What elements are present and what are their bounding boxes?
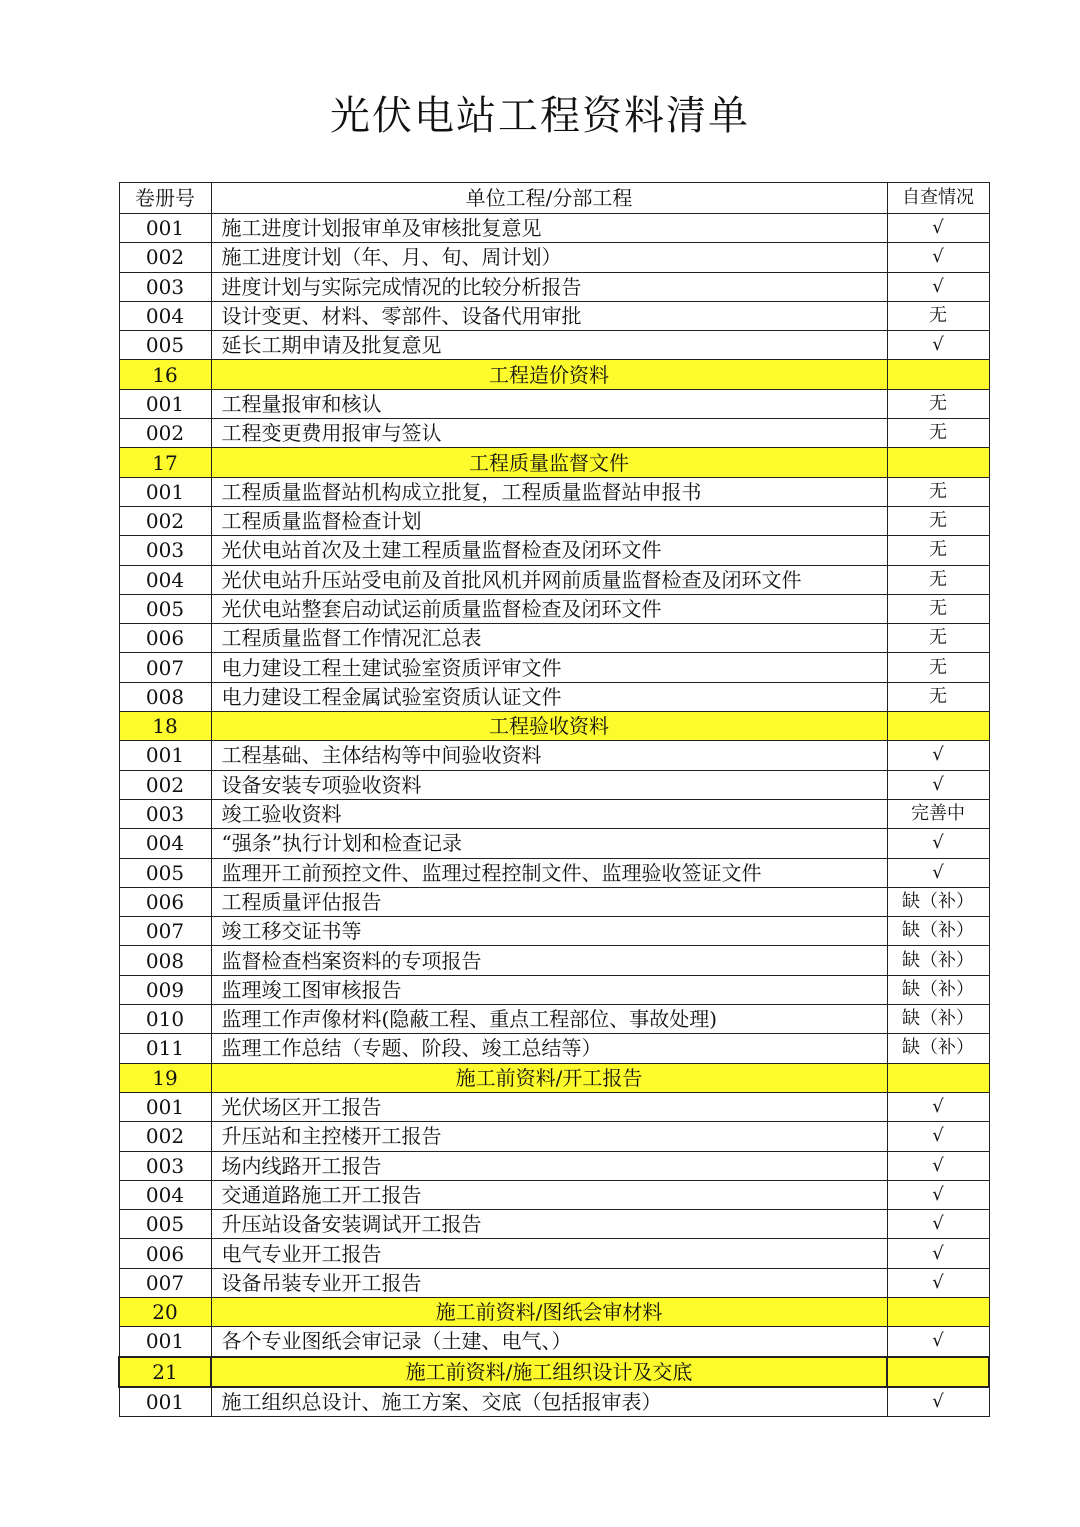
status-cell: √ — [887, 1239, 989, 1268]
table-row — [119, 741, 989, 770]
section-header-row — [119, 1063, 989, 1092]
item-name-cell: 电力建设工程土建试验室资质评审文件 — [211, 653, 887, 682]
section-header-row — [119, 1357, 989, 1387]
table-row — [119, 477, 989, 506]
status-cell: √ — [887, 829, 989, 858]
volume-number-cell: 001 — [119, 389, 211, 418]
volume-number-cell: 002 — [119, 419, 211, 448]
volume-number-cell: 007 — [119, 917, 211, 946]
section-title-cell: 工程造价资料 — [211, 360, 887, 389]
volume-number-cell: 17 — [119, 448, 211, 477]
status-cell: 缺（补） — [887, 975, 989, 1004]
volume-number-cell: 011 — [119, 1034, 211, 1063]
table-row — [119, 829, 989, 858]
table-row — [119, 624, 989, 653]
section-title-cell: 施工前资料/施工组织设计及交底 — [211, 1357, 887, 1387]
item-name-cell: 电气专业开工报告 — [211, 1239, 887, 1268]
volume-number-cell: 001 — [119, 214, 211, 243]
volume-number-cell: 008 — [119, 682, 211, 711]
volume-number-cell: 006 — [119, 1239, 211, 1268]
table-row — [119, 243, 989, 272]
item-name-cell: 工程基础、主体结构等中间验收资料 — [211, 741, 887, 770]
table-row — [119, 272, 989, 301]
volume-number-cell: 004 — [119, 301, 211, 330]
table-row — [119, 1005, 989, 1034]
volume-number-cell: 005 — [119, 331, 211, 360]
table-row — [119, 1151, 989, 1180]
table-row — [119, 1239, 989, 1268]
table-row — [119, 770, 989, 799]
item-name-cell: 光伏场区开工报告 — [211, 1092, 887, 1121]
table-row — [119, 858, 989, 887]
volume-number-cell: 004 — [119, 1180, 211, 1209]
item-name-cell: 施工进度计划报审单及审核批复意见 — [211, 214, 887, 243]
volume-number-cell: 005 — [119, 858, 211, 887]
table-row — [119, 1268, 989, 1297]
volume-number-cell: 006 — [119, 624, 211, 653]
section-title-cell: 工程质量监督文件 — [211, 448, 887, 477]
status-cell: √ — [887, 1151, 989, 1180]
table-row — [119, 1092, 989, 1121]
item-name-cell: 工程量报审和核认 — [211, 389, 887, 418]
item-name-cell: 设计变更、材料、零部件、设备代用审批 — [211, 301, 887, 330]
status-cell: 无 — [887, 301, 989, 330]
volume-number-cell: 001 — [119, 477, 211, 506]
page-title: 光伏电站工程资料清单 — [330, 93, 750, 139]
volume-number-cell: 002 — [119, 1122, 211, 1151]
status-cell: √ — [887, 272, 989, 301]
item-name-cell: 各个专业图纸会审记录（土建、电气、） — [211, 1327, 887, 1357]
status-cell: 无 — [887, 565, 989, 594]
table-row — [119, 653, 989, 682]
table-row — [119, 1122, 989, 1151]
status-cell: √ — [887, 1092, 989, 1121]
status-cell: 无 — [887, 594, 989, 623]
volume-number-cell: 002 — [119, 506, 211, 535]
section-title-cell: 施工前资料/开工报告 — [211, 1063, 887, 1092]
volume-number-cell: 001 — [119, 1092, 211, 1121]
section-header-row — [119, 1297, 989, 1326]
item-name-cell: 设备吊装专业开工报告 — [211, 1268, 887, 1297]
volume-number-cell: 009 — [119, 975, 211, 1004]
status-cell: √ — [887, 1210, 989, 1239]
table-row — [119, 1180, 989, 1209]
volume-number-cell: 008 — [119, 946, 211, 975]
volume-number-cell: 19 — [119, 1063, 211, 1092]
column-header-volume: 卷册号 — [119, 183, 211, 214]
column-header-item: 单位工程/分部工程 — [211, 183, 887, 214]
status-cell: √ — [887, 741, 989, 770]
table-header-row — [119, 183, 989, 214]
status-cell: 缺（补） — [887, 1005, 989, 1034]
item-name-cell: 进度计划与实际完成情况的比较分析报告 — [211, 272, 887, 301]
table-row — [119, 594, 989, 623]
item-name-cell: 光伏电站整套启动试运前质量监督检查及闭环文件 — [211, 594, 887, 623]
table-row — [119, 887, 989, 916]
status-cell: 无 — [887, 506, 989, 535]
status-cell: 无 — [887, 536, 989, 565]
volume-number-cell: 007 — [119, 653, 211, 682]
document-list-table — [118, 182, 990, 1417]
table-row — [119, 565, 989, 594]
status-cell: √ — [887, 214, 989, 243]
table-row — [119, 506, 989, 535]
item-name-cell: 施工组织总设计、施工方案、交底（包括报审表） — [211, 1387, 887, 1417]
status-cell: 无 — [887, 653, 989, 682]
table-row — [119, 389, 989, 418]
volume-number-cell: 003 — [119, 1151, 211, 1180]
status-cell: 无 — [887, 389, 989, 418]
status-cell: 缺（补） — [887, 1034, 989, 1063]
section-header-row — [119, 712, 989, 741]
status-cell: √ — [887, 243, 989, 272]
status-cell: 无 — [887, 682, 989, 711]
table-row — [119, 946, 989, 975]
item-name-cell: 场内线路开工报告 — [211, 1151, 887, 1180]
section-title-cell: 施工前资料/图纸会审材料 — [211, 1297, 887, 1326]
table-row — [119, 917, 989, 946]
status-cell — [887, 1357, 989, 1387]
item-name-cell: 竣工移交证书等 — [211, 917, 887, 946]
table-row — [119, 1210, 989, 1239]
status-cell: √ — [887, 1268, 989, 1297]
table-row — [119, 301, 989, 330]
status-cell: 无 — [887, 624, 989, 653]
volume-number-cell: 004 — [119, 565, 211, 594]
status-cell: 缺（补） — [887, 917, 989, 946]
item-name-cell: 监理工作总结（专题、阶段、竣工总结等） — [211, 1034, 887, 1063]
section-title-cell: 工程验收资料 — [211, 712, 887, 741]
item-name-cell: 工程质量监督站机构成立批复，工程质量监督站申报书 — [211, 477, 887, 506]
table-row — [119, 536, 989, 565]
status-cell — [887, 712, 989, 741]
status-cell: 无 — [887, 477, 989, 506]
table-row — [119, 331, 989, 360]
volume-number-cell: 002 — [119, 770, 211, 799]
item-name-cell: 工程变更费用报审与签认 — [211, 419, 887, 448]
item-name-cell: 竣工验收资料 — [211, 799, 887, 828]
item-name-cell: 工程质量评估报告 — [211, 887, 887, 916]
section-header-row — [119, 360, 989, 389]
table-row — [119, 1034, 989, 1063]
volume-number-cell: 001 — [119, 1327, 211, 1357]
volume-number-cell: 005 — [119, 1210, 211, 1239]
item-name-cell: 升压站设备安装调试开工报告 — [211, 1210, 887, 1239]
item-name-cell: 施工进度计划（年、月、旬、周计划） — [211, 243, 887, 272]
item-name-cell: 工程质量监督工作情况汇总表 — [211, 624, 887, 653]
status-cell: √ — [887, 1180, 989, 1209]
status-cell — [887, 1063, 989, 1092]
column-header-status: 自查情况 — [887, 183, 989, 214]
table-row — [119, 1387, 989, 1417]
item-name-cell: “强条”执行计划和检查记录 — [211, 829, 887, 858]
table-row — [119, 1327, 989, 1357]
item-name-cell: 监督检查档案资料的专项报告 — [211, 946, 887, 975]
item-name-cell: 监理开工前预控文件、监理过程控制文件、监理验收签证文件 — [211, 858, 887, 887]
volume-number-cell: 010 — [119, 1005, 211, 1034]
status-cell: √ — [887, 331, 989, 360]
volume-number-cell: 007 — [119, 1268, 211, 1297]
volume-number-cell: 002 — [119, 243, 211, 272]
volume-number-cell: 18 — [119, 712, 211, 741]
section-header-row — [119, 448, 989, 477]
status-cell: √ — [887, 1327, 989, 1357]
table-row — [119, 214, 989, 243]
volume-number-cell: 004 — [119, 829, 211, 858]
item-name-cell: 电力建设工程金属试验室资质认证文件 — [211, 682, 887, 711]
volume-number-cell: 16 — [119, 360, 211, 389]
table-row — [119, 975, 989, 1004]
status-cell: 缺（补） — [887, 946, 989, 975]
status-cell: √ — [887, 770, 989, 799]
item-name-cell: 升压站和主控楼开工报告 — [211, 1122, 887, 1151]
item-name-cell: 交通道路施工开工报告 — [211, 1180, 887, 1209]
status-cell: 完善中 — [887, 799, 989, 828]
volume-number-cell: 001 — [119, 741, 211, 770]
volume-number-cell: 003 — [119, 536, 211, 565]
item-name-cell: 工程质量监督检查计划 — [211, 506, 887, 535]
status-cell: 缺（补） — [887, 887, 989, 916]
status-cell — [887, 360, 989, 389]
volume-number-cell: 006 — [119, 887, 211, 916]
volume-number-cell: 005 — [119, 594, 211, 623]
item-name-cell: 设备安装专项验收资料 — [211, 770, 887, 799]
status-cell: √ — [887, 858, 989, 887]
item-name-cell: 监理工作声像材料(隐蔽工程、重点工程部位、事故处理) — [211, 1005, 887, 1034]
status-cell — [887, 1297, 989, 1326]
status-cell: √ — [887, 1122, 989, 1151]
volume-number-cell: 001 — [119, 1387, 211, 1417]
item-name-cell: 监理竣工图审核报告 — [211, 975, 887, 1004]
table-row — [119, 799, 989, 828]
volume-number-cell: 21 — [119, 1357, 211, 1387]
status-cell — [887, 448, 989, 477]
status-cell: 无 — [887, 419, 989, 448]
item-name-cell: 光伏电站首次及土建工程质量监督检查及闭环文件 — [211, 536, 887, 565]
volume-number-cell: 20 — [119, 1297, 211, 1326]
table-row — [119, 682, 989, 711]
volume-number-cell: 003 — [119, 272, 211, 301]
item-name-cell: 光伏电站升压站受电前及首批风机并网前质量监督检查及闭环文件 — [211, 565, 887, 594]
item-name-cell: 延长工期申请及批复意见 — [211, 331, 887, 360]
status-cell: √ — [887, 1387, 989, 1417]
table-row — [119, 419, 989, 448]
volume-number-cell: 003 — [119, 799, 211, 828]
